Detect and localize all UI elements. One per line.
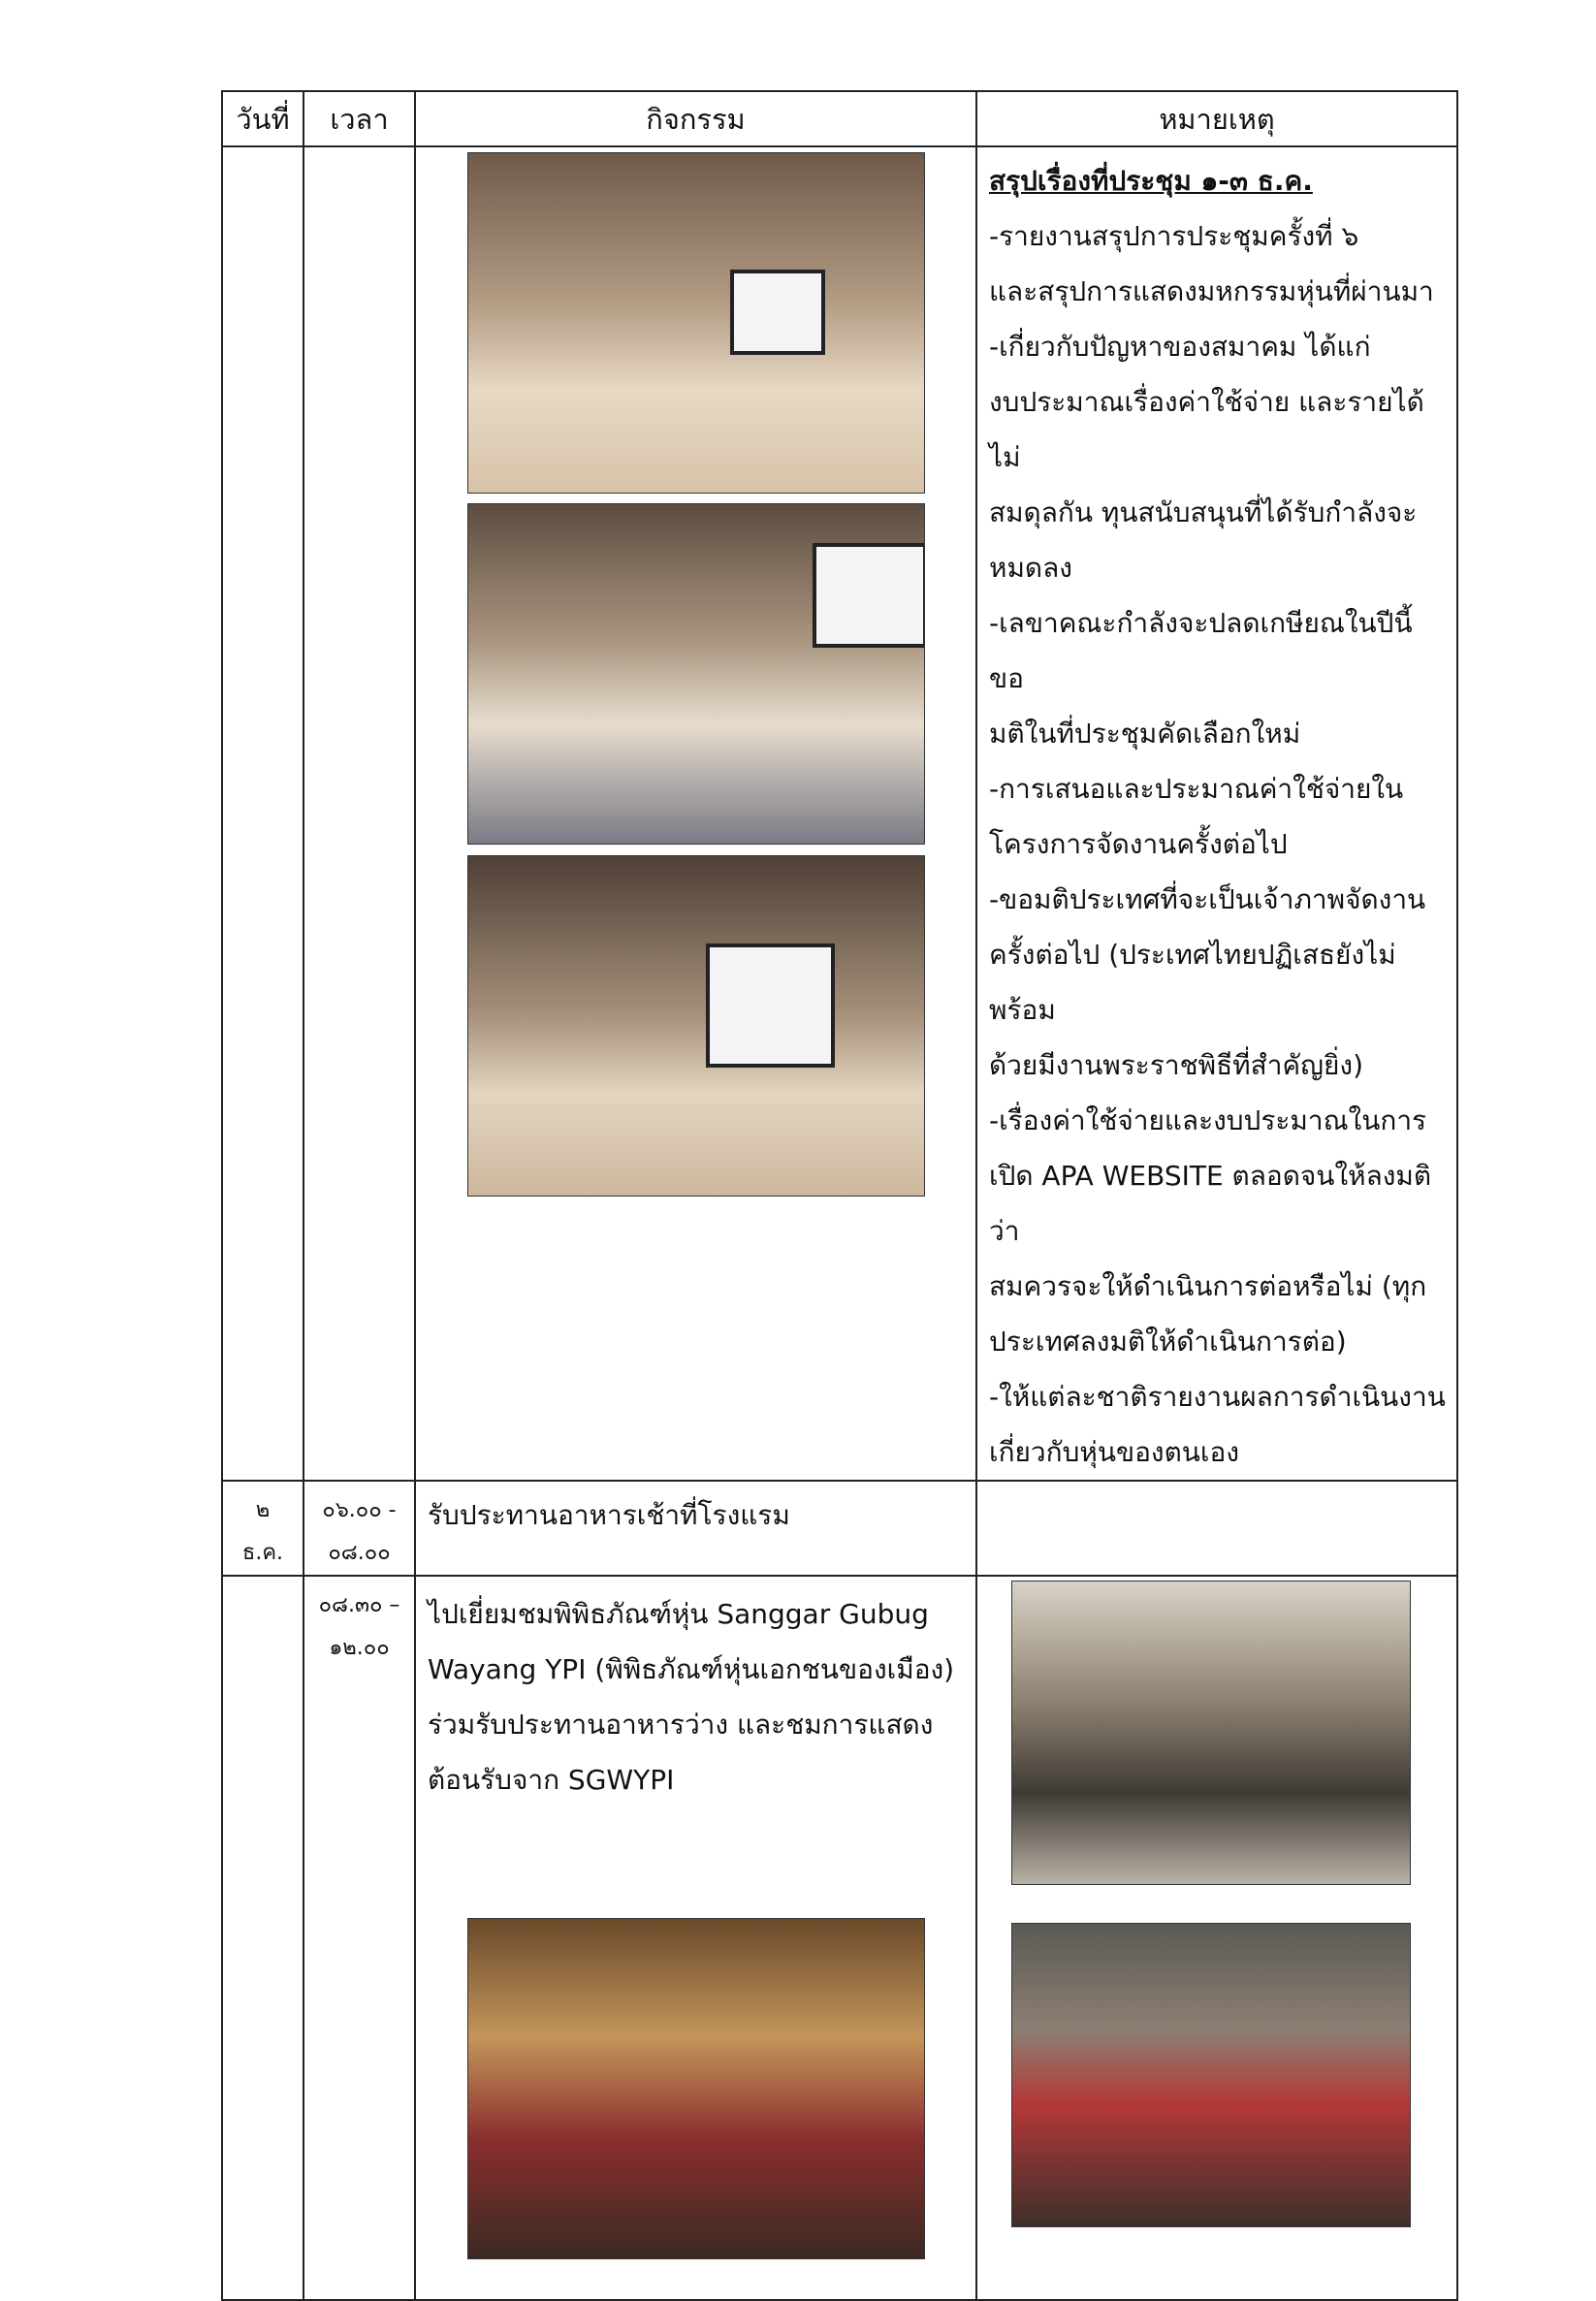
header-note: หมายเหตุ (976, 91, 1457, 146)
museum-photo-entrance (1011, 1581, 1411, 1885)
day-month: ธ.ค. (241, 1541, 284, 1565)
note-line: ประเทศลงมติให้ดำเนินการต่อ) (989, 1326, 1347, 1358)
header-day: วันที่ (222, 91, 303, 146)
note-line: -เกี่ยวกับปัญหาของสมาคม ได้แก่ (989, 331, 1371, 363)
activity-text: รับประทานอาหารเช้าที่โรงแรม (428, 1499, 790, 1531)
meeting-photo-2 (467, 503, 925, 845)
note-line: มติในที่ประชุมคัดเลือกใหม่ (989, 718, 1301, 750)
notes-cell (976, 146, 1457, 1481)
table-row (222, 1576, 1457, 2300)
activity-cell (415, 146, 976, 1481)
note-line: สมควรจะให้ดำเนินการต่อหรือไม่ (ทุก (989, 1270, 1427, 1302)
note-line: ครั้งต่อไป (ประเทศไทยปฏิเสธยังไม่พร้อม (989, 939, 1396, 1026)
museum-photo-gamelan (467, 1918, 925, 2259)
time-start: ๐๘.๓๐ – (318, 1593, 400, 1617)
time-end: ๐๘.๐๐ (328, 1541, 391, 1565)
header-time: เวลา (303, 91, 415, 146)
activity-cell (415, 1576, 976, 2300)
activity-line: ร่วมรับประทานอาหารว่าง และชมการแสดง (428, 1709, 934, 1741)
notes-heading: สรุปเรื่องที่ประชุม ๑-๓ ธ.ค. (989, 165, 1313, 197)
note-line: -ให้แต่ละชาติรายงานผลการดำเนินงาน (989, 1381, 1446, 1413)
note-line: เปิด APA WEBSITE ตลอดจนให้ลงมติว่า (989, 1160, 1432, 1247)
day-cell (222, 1481, 303, 1576)
table-row (222, 1481, 1457, 1576)
activity-cell (415, 1481, 976, 1576)
note-line: เกี่ยวกับหุ่นของตนเอง (989, 1436, 1239, 1468)
meeting-photo-3 (467, 855, 925, 1197)
note-line: ด้วยมีงานพระราชพิธีที่สำคัญยิ่ง) (989, 1049, 1364, 1081)
meeting-photo-1 (467, 152, 925, 494)
activity-line: ต้อนรับจาก SGWYPI (428, 1764, 675, 1796)
time-cell (303, 1481, 415, 1576)
day-cell (222, 1576, 303, 2300)
note-line: โครงการจัดงานครั้งต่อไป (989, 828, 1288, 860)
time-cell (303, 1576, 415, 2300)
header-activity: กิจกรรม (415, 91, 976, 146)
note-line: สมดุลกัน ทุนสนับสนุนที่ได้รับกำลังจะ (989, 496, 1418, 528)
note-line: -เรื่องค่าใช้จ่ายและงบประมาณในการ (989, 1104, 1427, 1136)
activity-line: ไปเยี่ยมชมพิพิธภัณฑ์หุ่น Sanggar Gubug (428, 1598, 929, 1630)
notes-cell (976, 1481, 1457, 1576)
note-line: -รายงานสรุปการประชุมครั้งที่ ๖ (989, 220, 1359, 252)
table-header-row (222, 91, 1457, 146)
schedule-table (221, 90, 1458, 2301)
time-cell (303, 146, 415, 1481)
day-number: ๒ (255, 1498, 271, 1522)
time-start: ๐๖.๐๐ - (322, 1498, 397, 1522)
notes-cell (976, 1576, 1457, 2300)
note-line: และสรุปการแสดงมหกรรมหุ่นที่ผ่านมา (989, 275, 1434, 307)
note-line: -เลขาคณะกำลังจะปลดเกษียณในปีนี้ ขอ (989, 607, 1413, 694)
note-line: งบประมาณเรื่องค่าใช้จ่าย และรายได้ไม่ (989, 386, 1424, 473)
table-row (222, 146, 1457, 1481)
note-line: -ขอมติประเทศที่จะเป็นเจ้าภาพจัดงาน (989, 883, 1426, 915)
time-end: ๑๒.๐๐ (329, 1636, 390, 1660)
museum-photo-puppet (1011, 1923, 1411, 2227)
activity-line: Wayang YPI (พิพิธภัณฑ์หุ่นเอกชนของเมือง) (428, 1653, 955, 1685)
note-line: -การเสนอและประมาณค่าใช้จ่ายใน (989, 773, 1404, 805)
note-line: หมดลง (989, 552, 1072, 584)
day-cell (222, 146, 303, 1481)
